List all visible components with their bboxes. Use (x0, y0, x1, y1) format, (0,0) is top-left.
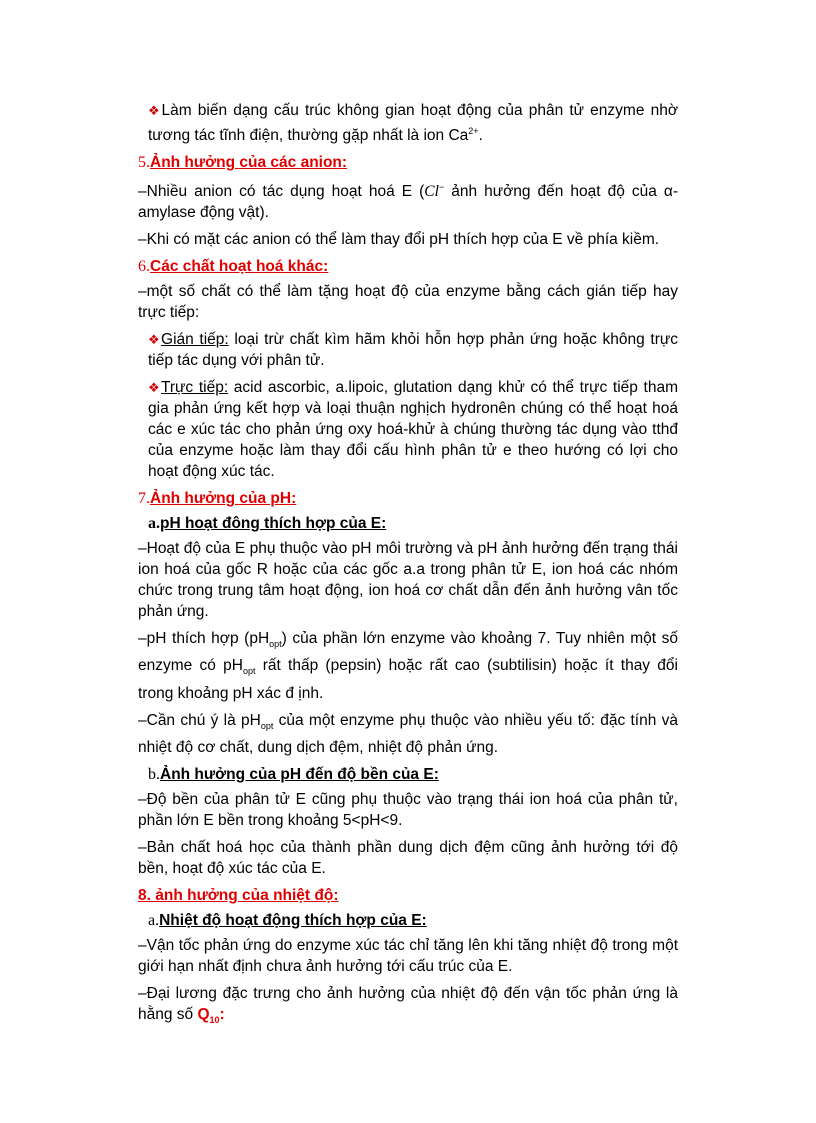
subsection-7a-heading (138, 513, 678, 534)
subscript: opt (242, 666, 256, 677)
paragraph (138, 710, 678, 758)
section-number: 6. (138, 258, 150, 276)
section-6-heading (138, 256, 678, 277)
paragraph: –Độ bền của phân tử E cũng phụ thuộc vào trạng thái ion hoá của phân tử, phần lớn E bền trong khoảng 5<pH<9. (138, 790, 678, 829)
subsection-title: Nhiệt độ hoạt động thích hợp của E: (159, 911, 427, 929)
paragraph (138, 177, 678, 223)
paragraph (138, 628, 678, 703)
section-8-heading (138, 885, 678, 906)
text: –Nhiều anion có tác dụng hoạt hoá E ( (138, 183, 425, 201)
text: –Cần chú ý là pH (138, 711, 261, 729)
section-title: Các chất hoạt hoá khác: (150, 258, 329, 276)
diamond-bullet-icon: ❖ (148, 332, 162, 348)
bullet-paragraph-indirect (138, 329, 678, 371)
text: ) của phần lớn enzyme vào khoảng 7. Tuy nhiên một số enzyme có pH (138, 630, 678, 675)
text: rất thấp (pepsin) hoặc rất cao (subtilisin) hoặc ít thay đổi trong khoảng pH xác đ ịnh. (138, 657, 678, 702)
section-number: 7. (138, 490, 150, 508)
text: : (219, 1005, 225, 1023)
section-title: Ảnh hưởng của pH: (150, 490, 297, 508)
superscript: 2+ (468, 126, 479, 136)
superscript: − (438, 182, 445, 193)
text: –Đại lương đặc trưng cho ảnh hưởng của nhiệt độ đến vận tốc phản ứng là hằng số (138, 984, 678, 1023)
text: loại trừ chất kìm hãm khỏi hỗn hợp phản ứng hoặc không trực tiếp tác dụng với phân tử. (148, 331, 678, 370)
section-5-heading (138, 152, 678, 173)
diamond-bullet-icon: ❖ (148, 380, 161, 396)
paragraph: –Vận tốc phản ứng do enzyme xúc tác chỉ tăng lên khi tăng nhiệt độ trong một giới hạn nhất định chưa ảnh hưởng tới cấu trúc của E. (138, 936, 678, 975)
section-title: 8. ảnh hưởng của nhiệt độ: (138, 886, 339, 904)
text: của một enzyme phụ thuộc vào nhiều yếu tố: đặc tính và nhiệt độ cơ chất, dung dịch đệm, nhiệt độ phản ứng. (138, 711, 678, 756)
paragraph (138, 983, 678, 1031)
section-number: 5. (138, 154, 150, 172)
subsection-title: pH hoạt đông thích hợp của E: (160, 515, 387, 533)
paragraph: –Bản chất hoá học của thành phần dung dịch đệm cũng ảnh hưởng tới độ bền, hoạt độ xúc tác của E. (138, 838, 678, 877)
subsection-number: a. (148, 515, 160, 533)
text: Làm biến dạng cấu trúc không gian hoạt động của phân tử enzyme nhờ tương tác tĩnh điện, thường gặp nhất là ion Ca (148, 102, 678, 145)
subscript: 10 (209, 1014, 220, 1025)
text: –pH thích hợp (pH (138, 630, 270, 648)
document-page (138, 100, 678, 1037)
paragraph: –Hoạt độ của E phụ thuộc vào pH môi trường và pH ảnh hưởng đến trạng thái ion hoá của gốc R hoặc của các gốc a.a trong phân tử E, ion hoá các nhóm chức trong trung tâm hoạt động, ion hoá cơ chất dẫn đến ảnh hưởng vân tốc phản ứng. (138, 540, 678, 621)
section-title: Ảnh hưởng của các anion: (150, 154, 348, 172)
paragraph: –Khi có mặt các anion có thể làm thay đổi pH thích hợp của E về phía kiềm. (138, 231, 660, 249)
subsection-8a-heading (138, 910, 678, 931)
bullet-paragraph-direct (138, 377, 678, 482)
section-7-heading (138, 488, 678, 509)
bullet-label: Trực tiếp: (161, 379, 229, 397)
subscript: opt (260, 720, 274, 731)
subsection-7b-heading (138, 764, 678, 785)
text: acid ascorbic, a.lipoic, glutation dạng khử có thể trực tiếp tham gia phản ứng kết hợp và loại thuận nghịch hydronên chúng có thể hoạt hoá các e xúc tác cho phản ứng oxy hoá-khử à chúng thường tác dụng vào tthđ của enzyme hoặc làm thay đổi cấu hình phân tử e theo hướng có lợi cho hoạt động xúc tác. (148, 379, 678, 481)
subsection-number: b. (148, 765, 160, 783)
text: ảnh hưởng đến hoạt độ của α-amylase động vật). (138, 183, 678, 222)
bullet-paragraph-ca-ion (138, 100, 678, 146)
diamond-bullet-icon: ❖ (148, 103, 162, 118)
bullet-label: Gián tiếp: (161, 331, 229, 349)
q10-symbol: Q (197, 1005, 210, 1023)
math-symbol: Cl (424, 183, 439, 201)
text: . (478, 127, 483, 145)
subsection-number: a. (148, 911, 160, 929)
paragraph: –một số chất có thể làm tặng hoạt độ của enzyme bằng cách gián tiếp hay trực tiếp: (138, 283, 678, 322)
subscript: opt (269, 639, 282, 650)
subsection-title: Ảnh hưởng của pH đến độ bền của E: (160, 765, 439, 783)
